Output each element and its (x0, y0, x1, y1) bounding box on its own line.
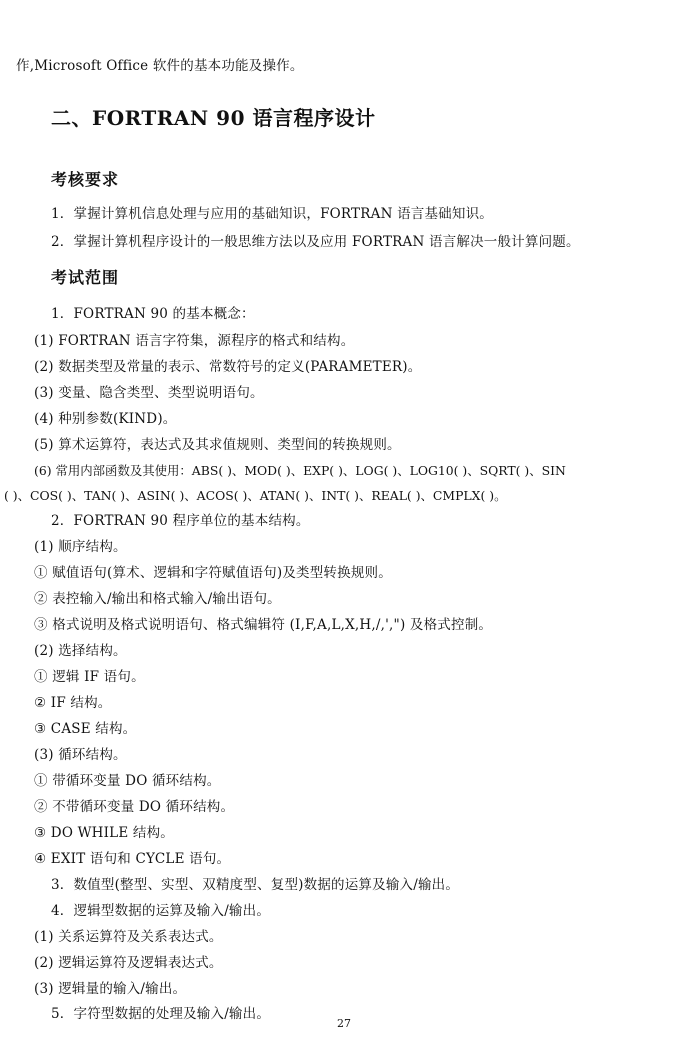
scope-item: ② IF 结构。 (34, 695, 112, 711)
scope-item: ② 不带循环变量 DO 循环结构。 (34, 799, 235, 815)
scope-item: (1) FORTRAN 语言字符集，源程序的格式和结构。 (34, 333, 355, 349)
scope-item: (5) 算术运算符，表达式及其求值规则、类型间的转换规则。 (34, 437, 401, 453)
scope-item: ① 逻辑 IF 语句。 (34, 669, 145, 685)
scope-item: (2) 数据类型及常量的表示、常数符号的定义(PARAMETER)。 (34, 359, 422, 375)
continued-paragraph-line: 作,Microsoft Office 软件的基本功能及操作。 (16, 58, 304, 74)
requirement-item: 1．掌握计算机信息处理与应用的基础知识，FORTRAN 语言基础知识。 (51, 206, 493, 222)
scope-item: ① 带循环变量 DO 循环结构。 (34, 773, 221, 789)
scope-item: ③ CASE 结构。 (34, 721, 137, 737)
scope-item: (3) 逻辑量的输入/输出。 (34, 981, 187, 997)
scope-item: (3) 循环结构。 (34, 747, 127, 763)
scope-item: ④ EXIT 语句和 CYCLE 语句。 (34, 851, 231, 867)
scope-item: (2) 逻辑运算符及逻辑表达式。 (34, 955, 223, 971)
scope-item: 3．数值型(整型、实型、双精度型、复型)数据的运算及输入/输出。 (51, 877, 460, 893)
scope-item: (1) 顺序结构。 (34, 539, 127, 555)
scope-item-continuation: ( )、COS( )、TAN( )、ASIN( )、ACOS( )、ATAN( )、INT( )、REAL( )、CMPLX( )。 (4, 488, 507, 503)
scope-item: (3) 变量、隐含类型、类型说明语句。 (34, 385, 264, 401)
scope-item: 2．FORTRAN 90 程序单位的基本结构。 (51, 513, 310, 529)
page-number: 27 (337, 1017, 351, 1030)
scope-item: 4．逻辑型数据的运算及输入/输出。 (51, 903, 271, 919)
requirement-item: 2．掌握计算机程序设计的一般思维方法以及应用 FORTRAN 语言解决一般计算问题。 (51, 234, 580, 250)
scope-item: 1．FORTRAN 90 的基本概念： (51, 306, 255, 322)
scope-item: 5．字符型数据的处理及输入/输出。 (51, 1006, 271, 1022)
scope-item: (1) 关系运算符及关系表达式。 (34, 929, 223, 945)
section-title: 二、FORTRAN 90 语言程序设计 (51, 106, 376, 130)
scope-item: (6) 常用内部函数及其使用：ABS( )、MOD( )、EXP( )、LOG( )、LOG10( )、SQRT( )、SIN (34, 463, 566, 478)
scope-item: ③ DO WHILE 结构。 (34, 825, 174, 841)
scope-item: ① 赋值语句(算术、逻辑和字符赋值语句)及类型转换规则。 (34, 565, 392, 581)
requirements-heading: 考核要求 (51, 170, 120, 189)
scope-item: (4) 种别参数(KIND)。 (34, 411, 177, 427)
scope-heading: 考试范围 (51, 268, 120, 287)
scope-item: (2) 选择结构。 (34, 643, 127, 659)
scope-item: ③ 格式说明及格式说明语句、格式编辑符 (I,F,A,L,X,H,/,',") 及格式控制。 (34, 617, 493, 633)
scope-item: ② 表控输入/输出和格式输入/输出语句。 (34, 591, 281, 607)
